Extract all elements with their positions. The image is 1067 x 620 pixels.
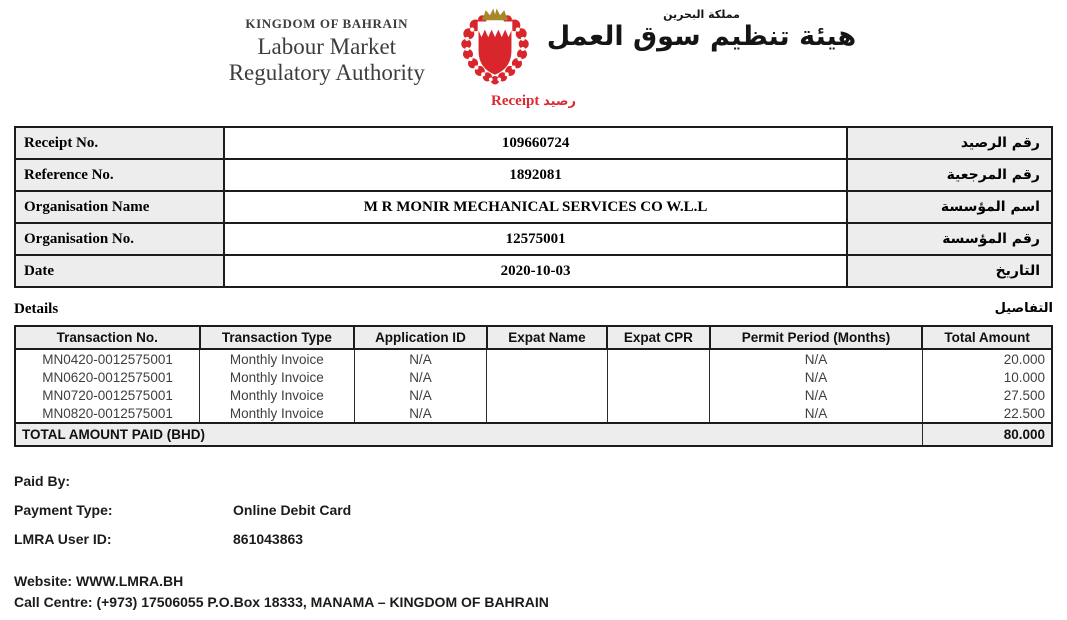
date-value: 2020-10-03 [224, 255, 846, 287]
receipt-no-value: 109660724 [224, 127, 846, 159]
transaction-cell: Monthly Invoice [200, 368, 355, 386]
transaction-cell [607, 386, 710, 404]
transaction-cell: N/A [710, 404, 923, 423]
payment-section [14, 473, 1053, 547]
transaction-cell: N/A [354, 368, 487, 386]
col-permit-period: Permit Period (Months) [710, 326, 923, 349]
col-transaction-no: Transaction No. [15, 326, 200, 349]
bahrain-coat-of-arms-icon [457, 6, 533, 92]
organisation-name-label: Organisation Name [15, 191, 224, 223]
transaction-row [15, 386, 1052, 404]
transaction-cell [607, 368, 710, 386]
info-row-date [15, 255, 1052, 287]
transaction-cell [487, 349, 607, 368]
organisation-name-label-arabic: اسم المؤسسة [847, 191, 1052, 223]
transaction-row [15, 404, 1052, 423]
payment-type-label: Payment Type: [14, 502, 113, 518]
organisation-no-label: Organisation No. [15, 223, 224, 255]
transaction-cell: N/A [710, 368, 923, 386]
transaction-cell [487, 386, 607, 404]
transaction-cell [487, 368, 607, 386]
receipt-no-label-arabic: رقم الرصيد [847, 127, 1052, 159]
transaction-cell: 10.000 [922, 368, 1052, 386]
details-table-body [15, 349, 1052, 423]
organisation-name-value: M R MONIR MECHANICAL SERVICES CO W.L.L [224, 191, 846, 223]
transaction-cell [487, 404, 607, 423]
col-expat-cpr: Expat CPR [607, 326, 710, 349]
transaction-cell: N/A [710, 386, 923, 404]
kingdom-of-bahrain-label: KINGDOM OF BAHRAIN [245, 16, 409, 31]
transaction-cell: 22.500 [922, 404, 1052, 423]
lmra-user-id-value: 861043863 [233, 531, 304, 547]
transaction-cell: 20.000 [922, 349, 1052, 368]
receipt-title-english: Receipt [491, 93, 540, 109]
footer [14, 571, 1053, 613]
authority-name-arabic-calligraphy: هيئة تنظيم سوق العمل [546, 21, 857, 52]
col-expat-name: Expat Name [487, 326, 607, 349]
details-label-arabic: التفاصيل [994, 301, 1053, 316]
reference-no-value: 1892081 [224, 159, 846, 191]
info-row-receipt-no [15, 127, 1052, 159]
date-label: Date [15, 255, 224, 287]
transaction-cell: N/A [710, 349, 923, 368]
transaction-cell: MN0420-0012575001 [15, 349, 200, 368]
kingdom-of-bahrain-arabic-label: مملكة البحرين [663, 8, 740, 21]
paid-by-label: Paid By: [14, 473, 71, 489]
reference-no-label: Reference No. [15, 159, 224, 191]
transaction-cell [607, 349, 710, 368]
lmra-user-id-row [14, 531, 1053, 547]
website-line: Website: WWW.LMRA.BH [14, 573, 184, 589]
transaction-cell [607, 404, 710, 423]
organisation-no-label-arabic: رقم المؤسسة [847, 223, 1052, 255]
total-row [15, 423, 1052, 446]
info-row-reference-no [15, 159, 1052, 191]
col-total-amount: Total Amount [922, 326, 1052, 349]
transaction-cell: N/A [354, 404, 487, 423]
transaction-row [15, 368, 1052, 386]
reference-no-label-arabic: رقم المرجعية [847, 159, 1052, 191]
transaction-cell: MN0620-0012575001 [15, 368, 200, 386]
receipt-body [0, 126, 1067, 613]
lmra-user-id-label: LMRA User ID: [14, 531, 112, 547]
info-row-organisation-no [15, 223, 1052, 255]
transaction-cell: MN0820-0012575001 [15, 404, 200, 423]
transaction-cell: Monthly Invoice [200, 386, 355, 404]
transaction-cell: Monthly Invoice [200, 349, 355, 368]
receipt-title-arabic: رصيد [543, 94, 576, 109]
info-row-organisation-name [15, 191, 1052, 223]
transaction-cell: Monthly Invoice [200, 404, 355, 423]
total-amount-paid-label: TOTAL AMOUNT PAID (BHD) [15, 423, 922, 446]
transaction-cell: MN0720-0012575001 [15, 386, 200, 404]
payment-type-row [14, 502, 1053, 518]
receipt-no-label: Receipt No. [15, 127, 224, 159]
transactions-header-row [15, 326, 1052, 349]
payment-type-value: Online Debit Card [233, 502, 352, 518]
transaction-cell: N/A [354, 349, 487, 368]
total-amount-paid-value: 80.000 [922, 423, 1052, 446]
date-label-arabic: التاريخ [847, 255, 1052, 287]
col-application-id: Application ID [354, 326, 487, 349]
transactions-table [14, 325, 1053, 447]
header [0, 0, 1067, 92]
col-transaction-type: Transaction Type [200, 326, 355, 349]
authority-name-line1: Labour Market [257, 34, 397, 59]
authority-name-line2: Regulatory Authority [228, 59, 425, 85]
receipt-info-table [14, 126, 1053, 288]
transaction-cell: N/A [354, 386, 487, 404]
details-label: Details [14, 301, 59, 317]
authority-name-english [211, 6, 443, 86]
authority-name-arabic [547, 6, 856, 52]
transaction-row [15, 349, 1052, 368]
transaction-cell: 27.500 [922, 386, 1052, 404]
organisation-no-value: 12575001 [224, 223, 846, 255]
details-caption [14, 301, 1053, 318]
call-centre-line: Call Centre: (+973) 17506055 P.O.Box 18333, MANAMA – KINGDOM OF BAHRAIN [14, 594, 549, 610]
receipt-title [0, 93, 1067, 110]
paid-by-row [14, 473, 1053, 489]
